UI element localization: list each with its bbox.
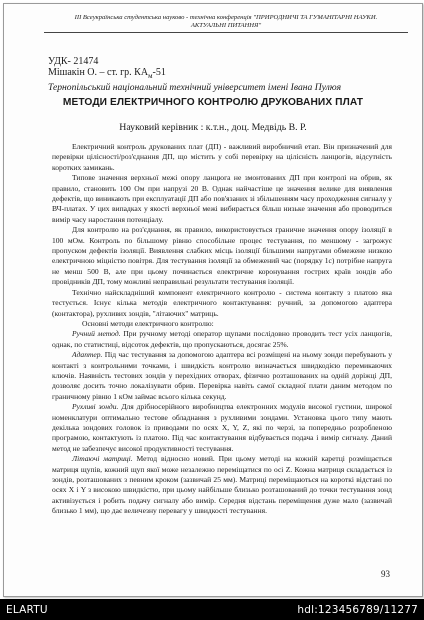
page-number: 93 xyxy=(381,569,390,579)
repository-statusbar xyxy=(0,599,424,620)
method-text: Метод відносно новий. При цьому методі на кожній каретці розміщається матриця щупів, кожний щуп якої може незалежно переміщатися по осі Z. Кожна матриця складається із зондів, розташованих з певним кроком (зазвичай 25 мм). Матриці переміщаються на короткі відстані по осях X і Y з високою швидкістю, при цьому найбільше близько розташований до точки тестування зонд активізується і робить подачу сигналу або вимір. Середня відстань переміщення дуже мало (зазвичай близько 1 мм), що дає величезну перевагу у швидкості тестування. xyxy=(52,454,392,516)
supervisor: Науковий керівник : к.т.н., доц. Медвідь В. Р. xyxy=(119,122,307,133)
running-head-line1: III Всеукраїнська студентська науково - технічна конференція "ПРИРОДНИЧІ ТА ГУМАНІТАРНІ НАУКИ. xyxy=(74,14,378,21)
methods-intro: Основні методи електричного контролю: xyxy=(82,318,214,328)
paragraph: Типове значення верхньої межі опору ланцюга не змонтованих ДП при контролі на обрив, як правило, становить 100 Ом при напрузі 20 В. Однак найчастіше це значення велике для виявлення дефектів, що виникають при експлуатації ДП або пов'язаних зі збільшенням часу проходження сигналу у ВЧ-платах. У цих випадках у якості верхньої межі вибирається більш низьке значення або проводиться вимір часу наростання потенціалу. xyxy=(52,173,392,224)
running-head-line2: АКТУАЛЬНІ ПИТАННЯ" xyxy=(190,22,262,29)
author-name: Мішакін О. – ст. гр. КА xyxy=(48,67,149,78)
paragraph: Електричний контроль друкованих плат (ДП) - важливий виробничий етап. Він призначений для перевірки цілісності/роз'єднання ДП, що містить у собі перевірку на цілісність ланцюгів, відсутність коротких замикань. xyxy=(52,142,392,172)
method-text: Під час тестування за допомогою адаптера всі розміщені на ньому зонди перебувають у контакті з контрольними точками, і швидкість контролю визначається швидкодією перемикаючих ключів. Наявність тестових зондів у перехідних отворах, фізично розташованих на одній доріжці ДП, дозволяє досить точно локалізувати обрив. Перевірка навіть самої складної плати даним методом по граничному рівню 1 кОм займає всього кілька секунд. xyxy=(52,350,392,401)
paper-body xyxy=(52,142,392,517)
method-text: Для дрібносерійного виробництва електронних модулів високої густини, широкої номенклатури оптимально тестове обладнання з рухливими зондами. Установка цього типу мають декілька зондових головок із приводами по осях X, Y, Z, які по черзі, за попередньо розробленою програмою, контактують із платою. Під час контактування відбувається подача і вимір сигналу. Даний метод не забезпечує високої продуктивності тестування. xyxy=(52,402,392,453)
udk-code: УДК- 21474 xyxy=(48,56,99,67)
method-lead: Адаптер. xyxy=(72,350,103,360)
method-paragraph xyxy=(52,329,392,350)
repository-name: ELARTU xyxy=(6,603,48,616)
paragraph: Технічно найскладніший компонент електричного контролю - система контакту з платою яка тестується. Існує кілька методів електричного контактування: ручний, за допомогою адаптера (контактора), рухливих зондів, "літаючих" матриць. xyxy=(52,287,392,318)
handle-id: hdl:123456789/11277 xyxy=(297,603,418,616)
running-head xyxy=(44,14,408,33)
method-lead: Літаючі матриці. xyxy=(72,454,133,464)
author-group-sub: м xyxy=(148,72,153,80)
method-lead: Рухливі зонди. xyxy=(72,402,119,412)
author-line xyxy=(48,67,392,82)
paragraph: Для контролю на роз'єднання, як правило, використовується граничне значення опору ізоляції в 100 мОм. Контроль по більшому рівню способільне процес тестування, по меншому - загрожує пропуском дефектів ізоляції. Виявлення слабких місць ізоляції більшими напругами обмежене низкою електричною міцністю повітря. Для тестування ізоляції за обмежений час (порядку 1с) потрібне напруга не менш 500 В, але при цьому починається електричне коронування гострих країв зондів або провідників ДП, тому можливі неправильні результати тестування ізоляції. xyxy=(52,225,392,287)
method-text: При ручному методі оператор щупами послідовно проводить тест усіх ланцюгів, однак, по статистиці, відсоток дефектів, що пропускаються, досягає 25%. xyxy=(52,329,393,349)
document-page xyxy=(3,3,423,597)
author-group-end: -51 xyxy=(152,67,166,78)
method-paragraph xyxy=(52,402,392,454)
method-paragraph xyxy=(52,350,392,402)
method-paragraph xyxy=(52,454,392,516)
affiliation: Тернопільський національний технічний університет імені Івана Пулюя xyxy=(48,82,342,93)
paper-title: МЕТОДИ ЕЛЕКТРИЧНОГО КОНТРОЛЮ ДРУКОВАНИХ ПЛАТ xyxy=(62,97,364,108)
method-lead: Ручний метод. xyxy=(72,329,121,339)
header-block xyxy=(48,56,392,93)
